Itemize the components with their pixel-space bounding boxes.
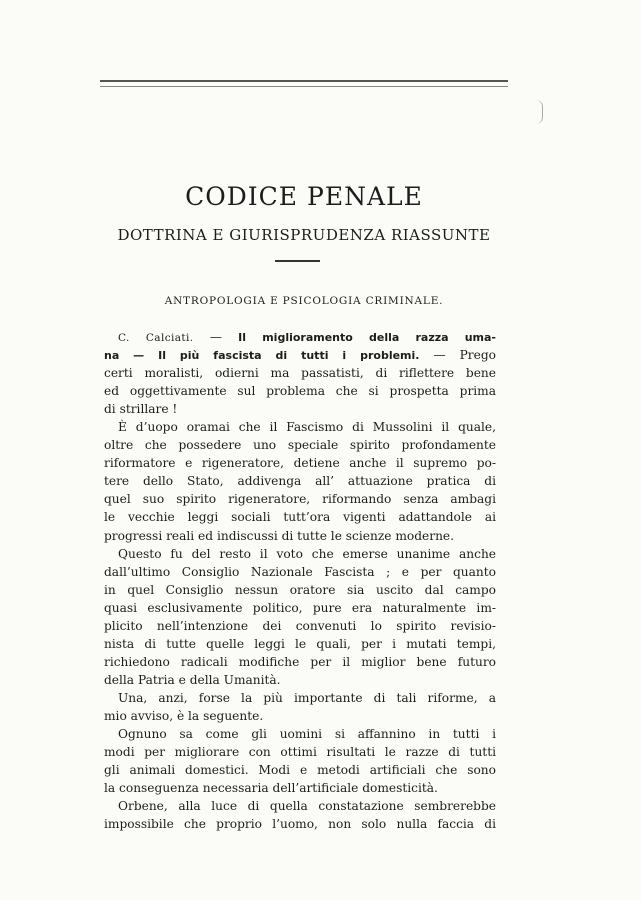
- article-body: [104, 328, 496, 833]
- text-line: le vecchie leggi sociali tutt’ora vigenti adattandole ai: [104, 510, 496, 525]
- text-line: della Patria e della Umanità.: [104, 672, 281, 687]
- text-line: in quel Consiglio nessun oratore sia uscito dal campo: [104, 582, 496, 597]
- section-heading: ANTROPOLOGIA E PSICOLOGIA CRIMINALE.: [164, 295, 444, 307]
- text-line: quasi esclusivamente politico, pure era naturalmente im-: [104, 600, 496, 615]
- text-line: la conseguenza necessaria dell’artificiale domesticità.: [104, 781, 438, 796]
- page-subtitle: DOTTRINA E GIURISPRUDENZA RIASSUNTE: [117, 226, 491, 244]
- text-line: [104, 328, 496, 346]
- text-line: dall’ultimo Consiglio Nazionale Fascista ; e per quanto: [104, 564, 496, 579]
- text-line: di strillare !: [104, 402, 178, 417]
- top-rule: [100, 80, 508, 87]
- text-line: Questo fu del resto il voto che emerse unanime anche: [118, 546, 496, 561]
- text-line: tere dello Stato, addivenga all’ attuazione pratica di: [104, 474, 496, 489]
- text-line: oltre che possedere uno speciale spirito profondamente: [104, 438, 496, 453]
- text-line: quel suo spirito rigeneratore, riformando senza ambagi: [104, 492, 496, 507]
- text-line: Ognuno sa come gli uomini si affannino in tutti i: [118, 727, 496, 742]
- text-line: [104, 346, 496, 364]
- page-edge-mark: [536, 100, 543, 124]
- text-line: ed oggettivamente sul problema che si prospetta prima: [104, 384, 496, 399]
- dash: —: [193, 330, 239, 344]
- title-divider: [275, 260, 320, 262]
- text-line: impossibile che proprio l’uomo, non solo nulla faccia di: [104, 817, 496, 832]
- text-line: modi per migliorare con ottimi risultati le razze di tutti: [104, 745, 496, 760]
- author-name: C. Calciati.: [118, 332, 194, 344]
- text-line: richiedono radicali modifiche per il miglior bene futuro: [104, 654, 496, 669]
- text-line: plicito nell’intenzione dei convenuti lo spirito revisio-: [104, 618, 496, 633]
- text-line: gli animali domestici. Modi e metodi artificiali che sono: [104, 763, 496, 778]
- text-line: mio avviso, è la seguente.: [104, 708, 264, 723]
- text-line: progressi reali ed indiscussi di tutte le scienze moderne.: [104, 528, 455, 543]
- text-fragment: — Prego: [419, 348, 496, 363]
- text-line: Una, anzi, forse la più importante di tali riforme, a: [118, 690, 496, 705]
- text-line: È d’uopo oramai che il Fascismo di Mussolini il quale,: [118, 420, 496, 435]
- text-line: certi moralisti, odierni ma passatisti, di riflettere bene: [104, 366, 496, 381]
- article-title-part: Il miglioramento della razza uma-: [238, 331, 496, 344]
- article-title-part: na — Il più fascista di tutti i problemi.: [104, 349, 420, 363]
- text-line: riformatore e rigeneratore, detiene anche il supremo po-: [104, 456, 496, 471]
- text-line: Orbene, alla luce di quella constatazione sembrerebbe: [118, 799, 496, 814]
- text-line: nista di tutte quelle leggi le quali, per i mutati tempi,: [104, 636, 496, 651]
- page-title: CODICE PENALE: [185, 182, 423, 211]
